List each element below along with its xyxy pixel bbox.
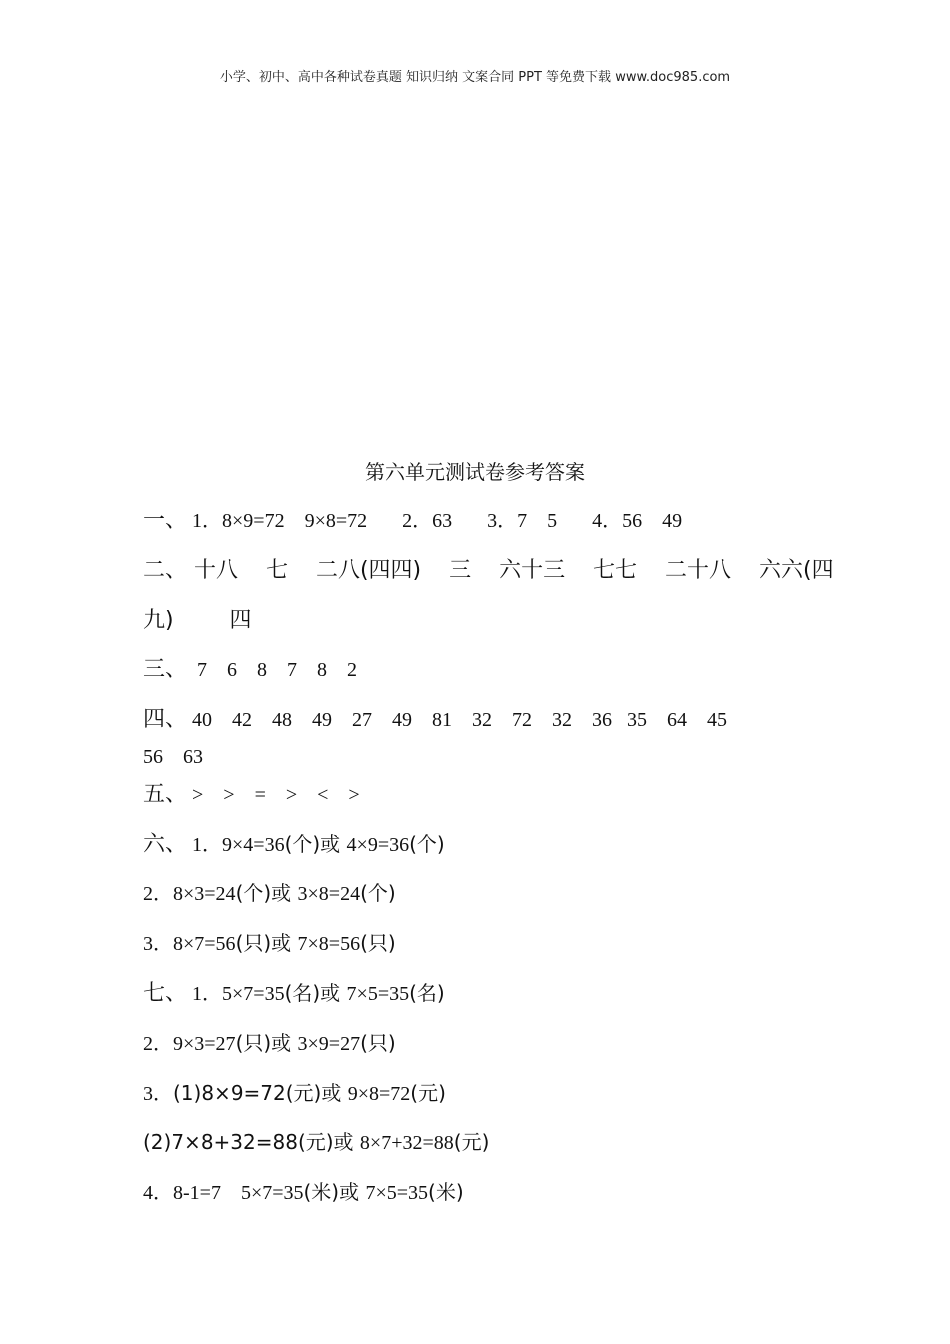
answer-unit: (名)或 (284, 981, 347, 1005)
answer-section-7-item-4 (143, 1180, 464, 1205)
answer-section-1 (143, 508, 682, 533)
answer-unit: (只)或 (235, 1031, 298, 1055)
answer-section-7-item-2 (143, 1031, 396, 1056)
section-marker: 五、 (143, 782, 188, 807)
answer-unit: (个)或 (284, 832, 347, 856)
answer-unit: (只)或 (235, 931, 298, 955)
answer-text: > > = > < > (187, 784, 360, 806)
answer-text: 4×9=36 (346, 834, 410, 856)
document-title: 第六单元测试卷参考答案 (365, 460, 585, 484)
answer-section-2 (143, 558, 834, 583)
answer-section-2-continued (143, 608, 252, 633)
answer-section-4 (143, 707, 727, 732)
answer-text: 1．8×9=72 9×8=72 2．63 3．7 5 4．56 49 (187, 510, 683, 532)
answer-section-7 (143, 981, 445, 1006)
answer-unit: (1)8×9=72(元)或 (173, 1081, 348, 1105)
answer-text: 2．8×3=24 (143, 883, 236, 905)
answer-text: 56 63 (143, 746, 203, 768)
answer-unit: (2)7×8+32=88(元)或 (143, 1130, 360, 1154)
answer-text: 7×5=35 (346, 983, 410, 1005)
section-marker: 三、 (143, 657, 188, 682)
answer-text: 4．8-1=7 5×7=35 (143, 1182, 304, 1204)
answer-text: 7 6 8 7 8 2 (187, 659, 358, 681)
answer-unit: (元) (453, 1130, 490, 1154)
answer-unit: (个) (409, 832, 445, 856)
section-marker: 一、 (143, 508, 188, 533)
answer-text: 九) 四 (143, 608, 252, 633)
answer-text: 3． (143, 1083, 173, 1105)
answer-text: 7×8=56 (297, 933, 361, 955)
answer-text: 2．9×3=27 (143, 1033, 236, 1055)
answer-section-3 (143, 657, 357, 682)
answer-section-7-item-3b (143, 1130, 489, 1155)
answer-unit: (名) (409, 981, 445, 1005)
answer-unit: (个)或 (235, 881, 298, 905)
page-header: 小学、初中、高中各种试卷真题 知识归纳 文案合同 PPT 等免费下载 www.doc985.com (219, 70, 731, 85)
answer-section-5 (143, 782, 360, 807)
answer-text: 十八 七 二八(四四) 三 六十三 七七 二十八 六六(四 (187, 558, 834, 583)
answer-text: 40 42 48 49 27 49 81 32 72 32 36 35 64 45 (187, 709, 728, 731)
answer-section-6 (143, 832, 445, 857)
section-marker: 二、 (143, 558, 188, 583)
answer-text: 3×8=24 (297, 883, 361, 905)
answer-text: 8×7+32=88 (359, 1132, 454, 1154)
answer-text: 3．8×7=56 (143, 933, 236, 955)
answer-unit: (只) (360, 931, 396, 955)
answer-text: 7×5=35 (365, 1182, 429, 1204)
answer-text: 3×9=27 (297, 1033, 361, 1055)
section-marker: 六、 (143, 832, 188, 857)
answer-text: 1．9×4=36 (187, 834, 285, 856)
answer-unit: (个) (360, 881, 396, 905)
answer-unit: (只) (360, 1031, 396, 1055)
section-marker: 四、 (143, 707, 188, 732)
answer-unit: (米) (428, 1180, 464, 1204)
answer-text: 1．5×7=35 (187, 983, 285, 1005)
answer-unit: (元) (410, 1081, 446, 1105)
answer-section-6-item-2 (143, 881, 396, 906)
answer-section-7-item-3 (143, 1081, 446, 1106)
answer-unit: (米)或 (303, 1180, 366, 1204)
answer-section-6-item-3 (143, 931, 396, 956)
section-marker: 七、 (143, 981, 188, 1006)
answer-section-4-continued (143, 744, 203, 769)
answer-text: 9×8=72 (347, 1083, 411, 1105)
